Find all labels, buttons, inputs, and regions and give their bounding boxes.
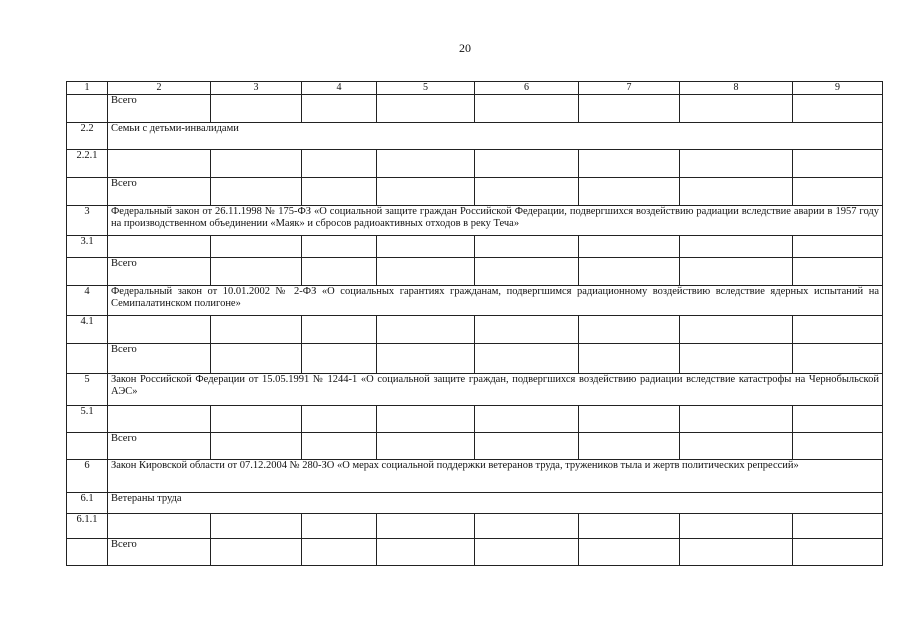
section-title: Федеральный закон от 10.01.2002 № 2-ФЗ «О социальных гарантиях гражданам, подвергшимся радиационному воздействию вследствие ядерных испытаний на Семипалатинском полигоне»: [108, 286, 883, 316]
empty-cell: [475, 344, 579, 374]
empty-cell: [680, 150, 793, 178]
column-number: 8: [680, 82, 793, 95]
empty-cell: [211, 95, 302, 123]
table-row: [67, 95, 883, 123]
empty-cell: [793, 406, 883, 433]
column-number: 6: [475, 82, 579, 95]
column-number-row: [67, 82, 883, 95]
empty-cell: [211, 406, 302, 433]
empty-cell: [475, 514, 579, 539]
empty-cell: [302, 316, 377, 344]
total-label: Всего: [108, 539, 211, 566]
table-row: [67, 123, 883, 150]
empty-cell: [680, 178, 793, 206]
empty-cell: [108, 236, 211, 258]
total-label: Всего: [108, 95, 211, 123]
row-number: [67, 178, 108, 206]
row-number: 2.2: [67, 123, 108, 150]
table-row: [67, 316, 883, 344]
empty-cell: [680, 514, 793, 539]
section-title: Закон Российской Федерации от 15.05.1991 № 1244-1 «О социальной защите граждан, подвергшихся воздействию радиации вследствие катастрофы на Чернобыльской АЭС»: [108, 374, 883, 406]
empty-cell: [211, 539, 302, 566]
empty-cell: [211, 344, 302, 374]
column-number: 3: [211, 82, 302, 95]
table-row: [67, 150, 883, 178]
empty-cell: [579, 178, 680, 206]
table-row: [67, 344, 883, 374]
empty-cell: [680, 95, 793, 123]
empty-cell: [680, 258, 793, 286]
empty-cell: [579, 95, 680, 123]
empty-cell: [302, 178, 377, 206]
empty-cell: [211, 514, 302, 539]
empty-cell: [579, 236, 680, 258]
empty-cell: [211, 258, 302, 286]
empty-cell: [579, 316, 680, 344]
empty-cell: [680, 344, 793, 374]
row-number: [67, 344, 108, 374]
total-label: Всего: [108, 433, 211, 460]
social-support-table: [66, 81, 883, 566]
section-title: Ветераны труда: [108, 493, 883, 514]
table-row: [67, 178, 883, 206]
column-number: 4: [302, 82, 377, 95]
empty-cell: [475, 406, 579, 433]
row-number: 3.1: [67, 236, 108, 258]
column-number: 7: [579, 82, 680, 95]
empty-cell: [377, 95, 475, 123]
empty-cell: [793, 344, 883, 374]
empty-cell: [579, 150, 680, 178]
section-title: Федеральный закон от 26.11.1998 № 175-ФЗ «О социальной защите граждан Российской Федерации, подвергшихся воздействию радиации вследствие аварии в 1957 году на производственном объединении «Маяк» и сбросов радиоактивных отходов в реку Теча»: [108, 206, 883, 236]
empty-cell: [579, 433, 680, 460]
empty-cell: [377, 178, 475, 206]
empty-cell: [108, 150, 211, 178]
table-row: [67, 514, 883, 539]
empty-cell: [793, 178, 883, 206]
empty-cell: [680, 539, 793, 566]
empty-cell: [302, 539, 377, 566]
row-number: [67, 539, 108, 566]
empty-cell: [302, 514, 377, 539]
row-number: 6.1: [67, 493, 108, 514]
empty-cell: [793, 433, 883, 460]
empty-cell: [377, 236, 475, 258]
empty-cell: [302, 150, 377, 178]
row-number: [67, 433, 108, 460]
empty-cell: [211, 150, 302, 178]
empty-cell: [377, 150, 475, 178]
row-number: 3: [67, 206, 108, 236]
column-number: 1: [67, 82, 108, 95]
empty-cell: [680, 236, 793, 258]
table-row: [67, 206, 883, 236]
empty-cell: [793, 514, 883, 539]
empty-cell: [475, 258, 579, 286]
empty-cell: [579, 406, 680, 433]
row-number: 4.1: [67, 316, 108, 344]
empty-cell: [377, 406, 475, 433]
column-number: 2: [108, 82, 211, 95]
empty-cell: [793, 236, 883, 258]
row-number: 5: [67, 374, 108, 406]
row-number: [67, 258, 108, 286]
row-number: 6: [67, 460, 108, 493]
empty-cell: [579, 514, 680, 539]
empty-cell: [475, 95, 579, 123]
empty-cell: [302, 236, 377, 258]
empty-cell: [579, 539, 680, 566]
section-title: Закон Кировской области от 07.12.2004 № 280-ЗО «О мерах социальной поддержки ветеранов труда, тружеников тыла и жертв политических репрессий»: [108, 460, 883, 493]
empty-cell: [680, 406, 793, 433]
row-number: [67, 95, 108, 123]
empty-cell: [302, 433, 377, 460]
empty-cell: [793, 316, 883, 344]
table-row: [67, 493, 883, 514]
empty-cell: [793, 150, 883, 178]
column-number: 9: [793, 82, 883, 95]
empty-cell: [302, 95, 377, 123]
empty-cell: [475, 150, 579, 178]
column-number: 5: [377, 82, 475, 95]
empty-cell: [108, 406, 211, 433]
empty-cell: [377, 433, 475, 460]
row-number: 6.1.1: [67, 514, 108, 539]
total-label: Всего: [108, 178, 211, 206]
empty-cell: [377, 316, 475, 344]
empty-cell: [377, 539, 475, 566]
table-row: [67, 406, 883, 433]
empty-cell: [302, 344, 377, 374]
empty-cell: [211, 178, 302, 206]
empty-cell: [475, 433, 579, 460]
empty-cell: [793, 95, 883, 123]
empty-cell: [302, 258, 377, 286]
table-row: [67, 433, 883, 460]
empty-cell: [302, 406, 377, 433]
empty-cell: [579, 258, 680, 286]
page-number: 20: [459, 41, 471, 55]
empty-cell: [475, 178, 579, 206]
empty-cell: [475, 539, 579, 566]
empty-cell: [475, 236, 579, 258]
table-row: [67, 539, 883, 566]
empty-cell: [108, 514, 211, 539]
table-row: [67, 374, 883, 406]
section-title: Семьи с детьми-инвалидами: [108, 123, 883, 150]
table-row: [67, 460, 883, 493]
empty-cell: [211, 433, 302, 460]
empty-cell: [211, 316, 302, 344]
empty-cell: [108, 316, 211, 344]
table-row: [67, 258, 883, 286]
empty-cell: [680, 433, 793, 460]
empty-cell: [377, 258, 475, 286]
empty-cell: [793, 258, 883, 286]
row-number: 5.1: [67, 406, 108, 433]
table-row: [67, 236, 883, 258]
empty-cell: [211, 236, 302, 258]
empty-cell: [680, 316, 793, 344]
empty-cell: [475, 316, 579, 344]
empty-cell: [793, 539, 883, 566]
row-number: 2.2.1: [67, 150, 108, 178]
empty-cell: [377, 344, 475, 374]
empty-cell: [377, 514, 475, 539]
total-label: Всего: [108, 258, 211, 286]
table-row: [67, 286, 883, 316]
total-label: Всего: [108, 344, 211, 374]
empty-cell: [579, 344, 680, 374]
row-number: 4: [67, 286, 108, 316]
